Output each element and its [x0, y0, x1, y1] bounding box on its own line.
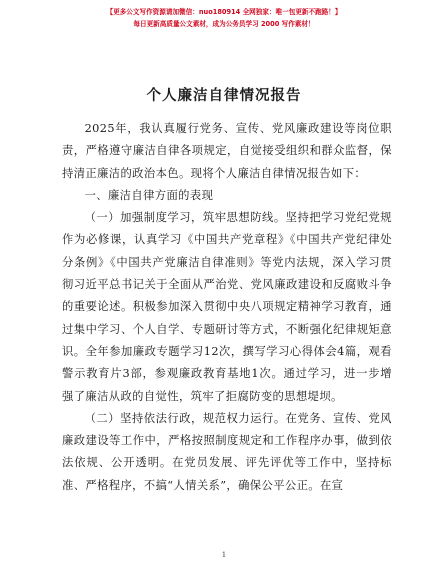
intro-paragraph: 2025年，我认真履行党务、宣传、党风廉政建设等岗位职责，严格遵守廉洁自律各项规定，自觉接受组织和群众监督，保持清正廉洁的政治本色。现将个人廉洁自律情况报告如下：: [62, 122, 392, 180]
promo-banner: [0, 6, 448, 30]
promo-banner-line-1: 【更多公文写作资源请加微信：nuo180914 全网独家：唯一包更新不跑路！】: [106, 8, 342, 16]
page-number: 1: [221, 551, 227, 559]
body-paragraph: （一）加强制度学习，筑牢思想防线。坚持把学习党纪党规作为必修课，认真学习《中国共产党章程》《中国共产党纪律处分条例》《中国共产党廉洁自律准则》等党内法规，深入学习贯彻习近平总书记关于全面从严治党、党风廉政建设和反腐败斗争的重要论述。积极参加深入贯彻中央八项规定精神学习教育，通过集中学习、个人自学、专题研讨等方式，不断强化纪律规矩意识。全年参加廉政专题学习12次，撰写学习心得体会4篇，观看警示教育片3部，参观廉政教育基地1次。通过学习，进一步增强了廉洁从政的自觉性，筑牢了拒腐防变的思想堤坝。: [62, 211, 392, 403]
promo-banner-line-2: 每日更新高质量公文素材，成为公务员学习 2000 写作素材！: [133, 20, 315, 28]
section-heading: 一、廉洁自律方面的表现: [84, 188, 214, 202]
document-title: 个人廉洁自律情况报告: [146, 87, 302, 104]
document-body: [62, 118, 392, 497]
body-paragraph: （二）坚持依法行政，规范权力运行。在党务、宣传、党风廉政建设等工作中，严格按照制度规定和工作程序办事，做到依法依规、公开透明。在党员发展、评先评优等工作中，坚持标准、严格程序，不搞“人情关系”，确保公平公正。在宣: [62, 411, 392, 492]
